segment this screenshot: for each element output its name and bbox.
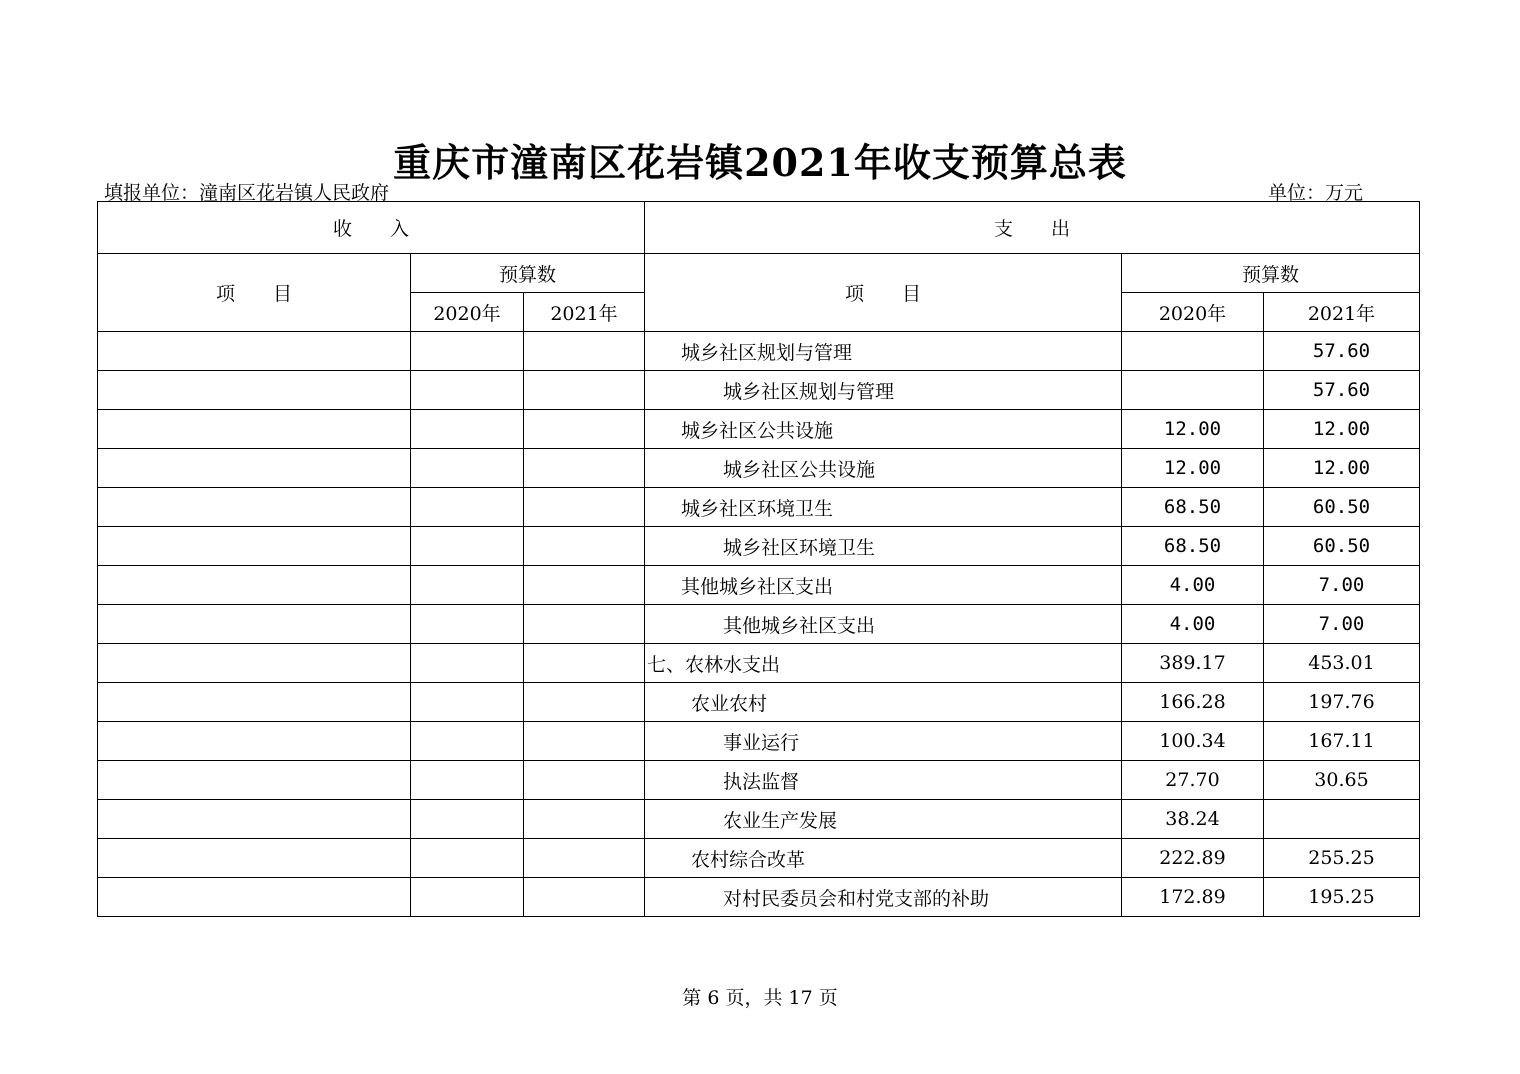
expense-item-cell: 其他城乡社区支出 [645,605,1122,644]
table-row [98,566,1420,605]
table-row [98,839,1420,878]
expense-item-cell: 城乡社区规划与管理 [645,371,1122,410]
expense-item-cell: 执法监督 [645,761,1122,800]
income-item-cell [98,332,411,371]
income-2021-cell [524,644,645,683]
expense-2021-cell: 60.50 [1264,527,1420,566]
expense-2020-cell: 4.00 [1122,566,1264,605]
income-2021-cell [524,722,645,761]
expense-year-2020-header: 2020年 [1122,293,1264,332]
expense-2020-cell: 68.50 [1122,527,1264,566]
expense-2021-cell: 453.01 [1264,644,1420,683]
table-row [98,488,1420,527]
income-item-cell [98,527,411,566]
table-row [98,761,1420,800]
expense-2021-cell: 7.00 [1264,605,1420,644]
income-2020-cell [411,800,524,839]
income-header: 收 入 [98,202,645,254]
income-budget-header: 预算数 [411,254,645,293]
income-2021-cell [524,371,645,410]
income-2021-cell [524,332,645,371]
expense-item-cell: 城乡社区公共设施 [645,410,1122,449]
income-2021-cell [524,488,645,527]
income-2021-cell [524,449,645,488]
table-row [98,527,1420,566]
table-row [98,605,1420,644]
expense-2021-cell: 60.50 [1264,488,1420,527]
expense-2021-cell: 255.25 [1264,839,1420,878]
expense-2020-cell [1122,371,1264,410]
filing-unit: 填报单位：潼南区花岩镇人民政府 [104,182,390,204]
income-2020-cell [411,878,524,917]
income-item-cell [98,644,411,683]
expense-item-cell: 城乡社区规划与管理 [645,332,1122,371]
expense-2021-cell: 12.00 [1264,449,1420,488]
table-row [98,371,1420,410]
expense-2020-cell: 172.89 [1122,878,1264,917]
income-item-cell [98,878,411,917]
expense-item-cell: 事业运行 [645,722,1122,761]
expense-2021-cell [1264,800,1420,839]
income-2021-cell [524,683,645,722]
expense-2020-cell: 12.00 [1122,410,1264,449]
income-item-cell [98,839,411,878]
table-row [98,644,1420,683]
income-item-cell [98,410,411,449]
income-item-cell [98,683,411,722]
expense-2021-cell: 167.11 [1264,722,1420,761]
expense-2020-cell: 389.17 [1122,644,1264,683]
expense-2020-cell: 166.28 [1122,683,1264,722]
income-item-cell [98,761,411,800]
expense-2021-cell: 197.76 [1264,683,1420,722]
income-2020-cell [411,605,524,644]
income-2020-cell [411,761,524,800]
income-2020-cell [411,488,524,527]
income-item-header: 项 目 [98,254,411,332]
expense-2021-cell: 12.00 [1264,410,1420,449]
table-row [98,410,1420,449]
income-2020-cell [411,332,524,371]
income-2021-cell [524,761,645,800]
expense-item-cell: 城乡社区环境卫生 [645,488,1122,527]
income-item-cell [98,371,411,410]
expense-2020-cell: 4.00 [1122,605,1264,644]
expense-2020-cell: 12.00 [1122,449,1264,488]
expense-2020-cell: 68.50 [1122,488,1264,527]
expense-2020-cell: 100.34 [1122,722,1264,761]
page-footer: 第 6 页，共 17 页 [682,987,838,1009]
table-row [98,722,1420,761]
expense-item-cell: 其他城乡社区支出 [645,566,1122,605]
expense-item-cell: 农业生产发展 [645,800,1122,839]
unit-label: 单位：万元 [1268,182,1364,204]
expense-2020-cell [1122,332,1264,371]
income-2020-cell [411,722,524,761]
expense-item-cell: 农村综合改革 [645,839,1122,878]
income-2020-cell [411,527,524,566]
expense-2021-cell: 57.60 [1264,332,1420,371]
table-row [98,683,1420,722]
income-2021-cell [524,566,645,605]
income-2020-cell [411,644,524,683]
income-item-cell [98,722,411,761]
table-row [98,878,1420,917]
income-2020-cell [411,683,524,722]
section-header-row [98,202,1420,254]
budget-table [97,201,1420,917]
income-item-cell [98,566,411,605]
expense-item-header: 项 目 [645,254,1122,332]
income-2020-cell [411,449,524,488]
income-2020-cell [411,566,524,605]
income-item-cell [98,449,411,488]
expense-item-cell: 城乡社区环境卫生 [645,527,1122,566]
income-year-2020-header: 2020年 [411,293,524,332]
expense-item-cell: 七、农林水支出 [645,644,1122,683]
income-item-cell [98,605,411,644]
income-2020-cell [411,410,524,449]
expense-2020-cell: 38.24 [1122,800,1264,839]
expense-2021-cell: 195.25 [1264,878,1420,917]
expense-item-cell: 农业农村 [645,683,1122,722]
income-2021-cell [524,605,645,644]
income-item-cell [98,800,411,839]
expense-2021-cell: 30.65 [1264,761,1420,800]
expense-budget-header: 预算数 [1122,254,1420,293]
income-2021-cell [524,410,645,449]
expense-2020-cell: 27.70 [1122,761,1264,800]
table-row [98,800,1420,839]
income-2021-cell [524,527,645,566]
expense-2021-cell: 7.00 [1264,566,1420,605]
income-2021-cell [524,839,645,878]
income-year-2021-header: 2021年 [524,293,645,332]
column-header-row [98,254,1420,293]
expense-year-2021-header: 2021年 [1264,293,1420,332]
income-2020-cell [411,371,524,410]
expense-2020-cell: 222.89 [1122,839,1264,878]
income-2021-cell [524,800,645,839]
expense-2021-cell: 57.60 [1264,371,1420,410]
income-2020-cell [411,839,524,878]
income-2021-cell [524,878,645,917]
expense-item-cell: 对村民委员会和村党支部的补助 [645,878,1122,917]
table-row [98,449,1420,488]
table-row [98,332,1420,371]
page-title: 重庆市潼南区花岩镇2021年收支预算总表 [393,140,1127,185]
expense-header: 支 出 [645,202,1420,254]
expense-item-cell: 城乡社区公共设施 [645,449,1122,488]
income-item-cell [98,488,411,527]
